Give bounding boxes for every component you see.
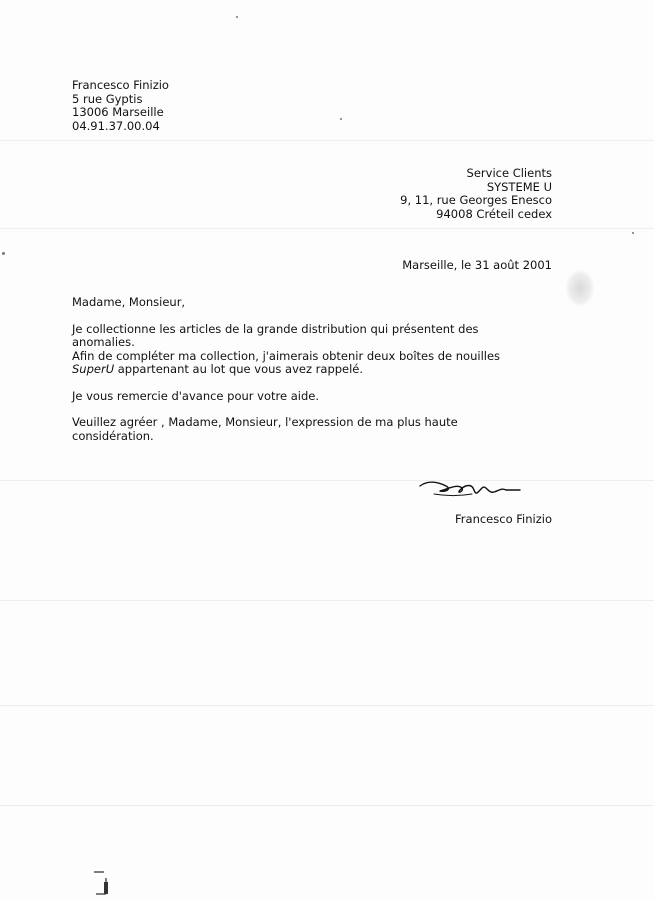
- paragraph-2-line-1: Afin de compléter ma collection, j'aimerais obtenir deux boîtes de nouilles: [72, 348, 501, 363]
- salutation: Madame, Monsieur,: [72, 295, 186, 309]
- sender-phone: 04.91.37.00.04: [72, 118, 160, 133]
- paragraph-2-line-2: [72, 363, 542, 377]
- scan-streak: [0, 805, 654, 806]
- scan-corner-mark: [88, 868, 114, 898]
- scan-speck: [2, 252, 5, 255]
- sender-city: 13006 Marseille: [72, 105, 164, 119]
- scan-streak: [0, 140, 654, 141]
- scan-speck: [236, 16, 238, 18]
- sender-address: [72, 79, 169, 133]
- thanks-line: Je vous remercie d'avance pour votre aide.: [72, 388, 319, 403]
- brand-superu: SuperU: [72, 362, 115, 376]
- scan-speck: [632, 232, 634, 234]
- recipient-company: SYSTEME U: [486, 179, 552, 194]
- scan-smudge: [566, 270, 594, 306]
- paragraph-1-line-2: anomalies.: [72, 335, 135, 349]
- signer-name: Francesco Finizio: [455, 512, 552, 526]
- recipient-department: Service Clients: [466, 166, 552, 180]
- scan-streak: [0, 600, 654, 601]
- recipient-address: [400, 167, 552, 221]
- paragraph-1-line-1: Je collectionne les articles de la grande distribution qui présentent des: [72, 321, 479, 336]
- scan-speck: [340, 118, 342, 120]
- letter-date: Marseille, le 31 août 2001: [402, 258, 552, 272]
- closing-line-1: Veuillez agréer , Madame, Monsieur, l'expression de ma plus haute: [72, 415, 458, 429]
- recipient-city: 94008 Créteil cedex: [436, 206, 552, 221]
- sender-name: Francesco Finizio: [72, 78, 169, 92]
- paragraph-2-line-2-rest: appartenant au lot que vous avez rappelé.: [114, 362, 364, 376]
- scan-streak: [0, 480, 654, 481]
- scan-streak: [0, 705, 654, 706]
- sender-street: 5 rue Gyptis: [72, 91, 143, 106]
- recipient-street: 9, 11, rue Georges Enesco: [400, 193, 552, 207]
- handwritten-signature: [416, 472, 526, 504]
- closing-line-2: considération.: [72, 428, 154, 443]
- scan-streak: [0, 228, 654, 229]
- letter-body: [72, 296, 542, 443]
